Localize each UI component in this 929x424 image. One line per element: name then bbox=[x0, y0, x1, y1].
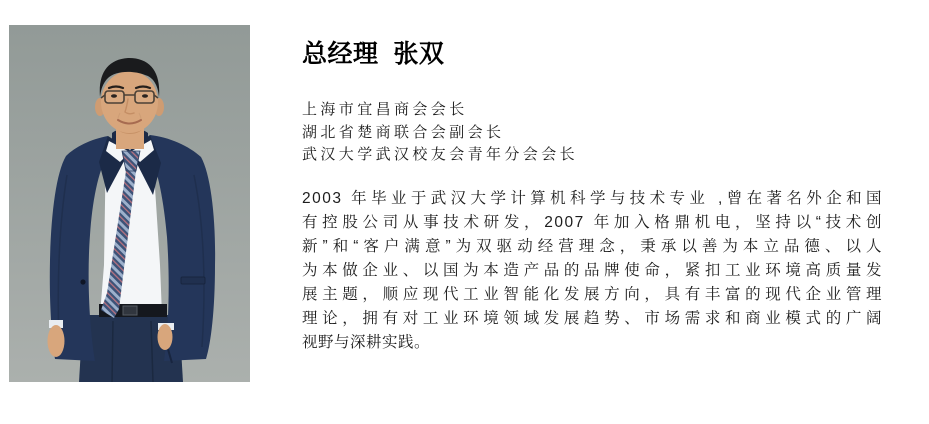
right-hand bbox=[158, 324, 173, 350]
bio-paragraph bbox=[302, 187, 883, 355]
position-item: 武汉大学武汉校友会青年分会会长 bbox=[302, 146, 579, 163]
position-item: 湖北省楚商联合会副会长 bbox=[302, 123, 505, 141]
bio-line: 展主题，顺应现代工业智能化发展方向，具有丰富的现代企业管理 bbox=[302, 286, 883, 303]
page-title: 总经理 张双 bbox=[302, 40, 445, 68]
portrait-illustration bbox=[9, 25, 250, 382]
bio-line: 新”和“客户满意”为双驱动经营理念，秉承以善为本立品德、以人 bbox=[302, 238, 883, 255]
bio-line: 视野与深耕实践。 bbox=[302, 334, 431, 351]
portrait-photo bbox=[9, 25, 250, 382]
bio-line: 2003 年毕业于武汉大学计算机科学与技术专业 ,曾在著名外企和国 bbox=[302, 190, 883, 207]
bio-line: 理论，拥有对工业环境领域发展趋势、市场需求和商业模式的广阔 bbox=[302, 310, 883, 327]
position-item: 上海市宜昌商会会长 bbox=[302, 101, 468, 118]
bio-line: 为本做企业、以国为本造产品的品牌使命，紧扣工业环境高质量发 bbox=[302, 262, 883, 279]
left-hand bbox=[48, 325, 65, 357]
jacket-button bbox=[80, 279, 85, 284]
profile-text bbox=[302, 0, 883, 424]
jacket-pocket-flap bbox=[181, 277, 205, 284]
bio-line: 有控股公司从事技术研发，2007 年加入格鼎机电，坚持以“技术创 bbox=[302, 214, 883, 231]
belt-buckle bbox=[123, 306, 137, 315]
position-list bbox=[302, 99, 578, 167]
